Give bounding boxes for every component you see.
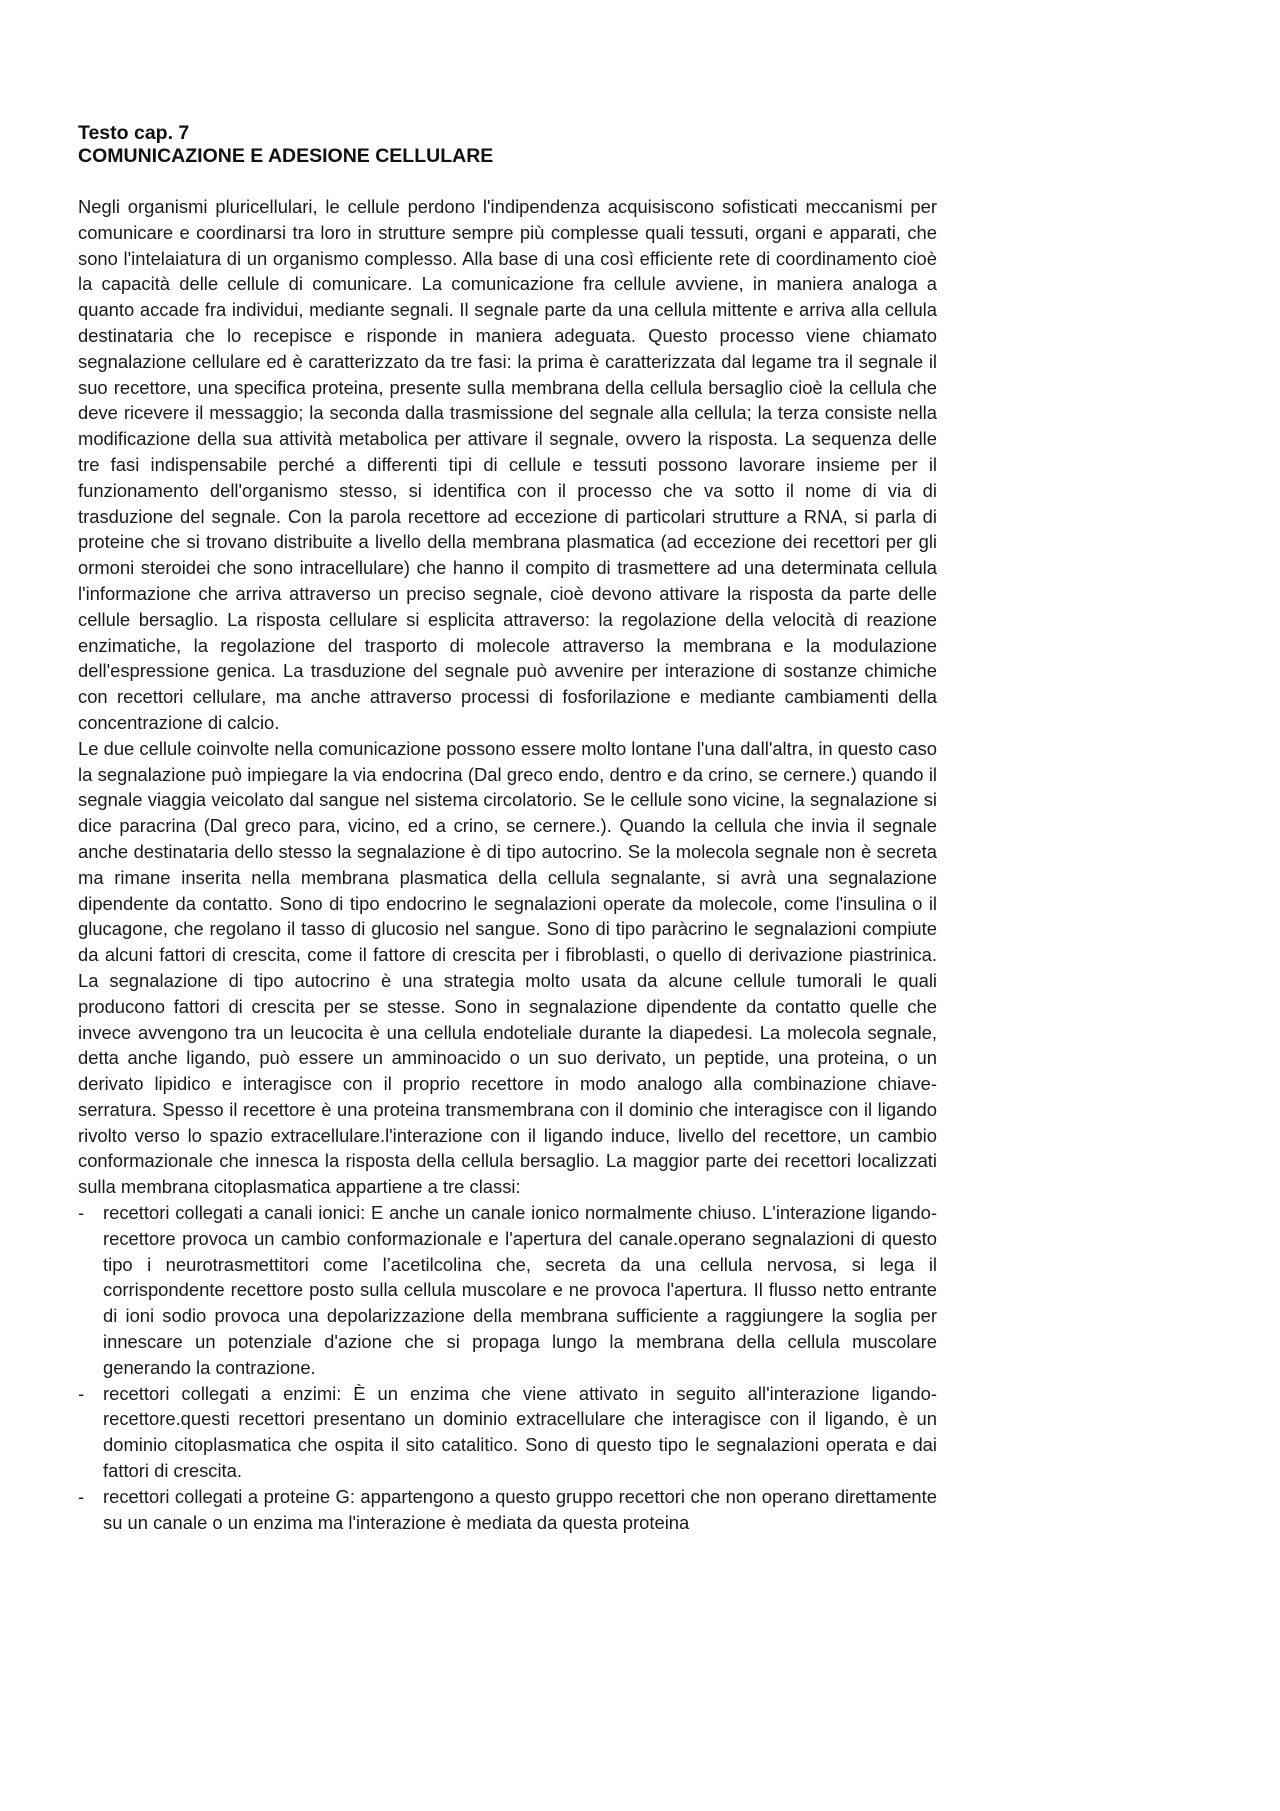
paragraph-intro: Negli organismi pluricellulari, le cellule perdono l'indipendenza acquisiscono sofisticati meccanismi per comunicare e coordinarsi tra loro in strutture sempre più complesse quali tessuti, organi e apparati, che sono l'intelaiatura di un organismo complesso. Alla base di una così efficiente rete di coordinamento cioè la capacità delle cellule di comunicare. La comunicazione fra cellule avviene, in maniera analoga a quanto accade fra individui, mediante segnali. Il segnale parte da una cellula mittente e arriva alla cellula destinataria che lo recepisce e risponde in maniera adeguata. Questo processo viene chiamato segnalazione cellulare ed è caratterizzato da tre fasi: la prima è caratterizzata dal legame tra il segnale il suo recettore, una specifica proteina, presente sulla membrana della cellula bersaglio cioè la cellula che deve ricevere il messaggio; la seconda dalla trasmissione del segnale alla cellula; la terza consiste nella modificazione della sua attività metabolica per attivare il segnale, ovvero la risposta. La sequenza delle tre fasi indispensabile perché a differenti tipi di cellule e tessuti possono lavorare insieme per il funzionamento dell'organismo stesso, si identifica con il processo che va sotto il nome di via di trasduzione del segnale. Con la parola recettore ad eccezione di particolari strutture a RNA, si parla di proteine che si trovano distribuite a livello della membrana plasmatica (ad eccezione dei recettori per gli ormoni steroidei che sono intracellulare) che hanno il compito di trasmettere ad una determinata cellula l'informazione che arriva attraverso un preciso segnale, cioè devono attivare la risposta da parte delle cellule bersaglio. La risposta cellulare si esplicita attraverso: la regolazione della velocità di reazione enzimatiche, la regolazione del trasporto di molecole attraverso la membrana e la modulazione dell'espressione genica. La trasduzione del segnale può avvenire per interazione di sostanze chimiche con recettori cellulare, ma anche attraverso processi di fosforilazione e mediante cambiamenti della concentrazione di calcio.: [78, 196, 937, 733]
list-item: [78, 1200, 937, 1381]
bullet-dash: -: [78, 1202, 85, 1224]
bullet-dash: -: [78, 1382, 85, 1404]
paragraph-signaling-types: Le due cellule coinvolte nella comunicazione possono essere molto lontane l'una dall'altra, in questo caso la segnalazione può impiegare la via endocrina (Dal greco endo, dentro e da crino, se cernere.) quando il segnale viaggia veicolato dal sangue nel sistema circolatorio. Se le cellule sono vicine, la segnalazione si dice paracrina (Dal greco para, vicino, ed a crino, se cernere.). Quando la cellula che invia il segnale anche destinataria dello stesso la segnalazione è di tipo autocrino. Se la molecola segnale non è secreta ma rimane inserita nella membrana plasmatica della cellula segnalante, si avrà una segnalazione dipendente da contatto. Sono di tipo endocrino le segnalazioni operate da molecole, come l'insulina o il glucagone, che regolano il tasso di glucosio nel sangue. Sono di tipo paràcrino le segnalazioni compiute da alcuni fattori di crescita, come il fattore di crescita per i fibroblasti, o quello di derivazione piastrinica. La segnalazione di tipo autocrino è una strategia molto usata da alcune cellule tumorali le quali producono fattori di crescita per se stesse. Sono in segnalazione dipendente da contatto quelle che invece avvengono tra un leucocita è una cellula endoteliale durante la diapedesi. La molecola segnale, detta anche ligando, può essere un amminoacido o un suo derivato, un peptide, una proteina, o un derivato lipidico e interagisce con il proprio recettore in modo analogo alla combinazione chiave-serratura. Spesso il recettore è una proteina transmembrana con il dominio che interagisce con il ligando rivolto verso lo spazio extracellulare.l'interazione con il ligando induce, livello del recettore, un cambio conformazionale che innesca la risposta della cellula bersaglio. La maggior parte dei recettori localizzati sulla membrana citoplasmatica appartiene a tre classi:: [78, 737, 937, 1198]
list-item: [78, 1484, 937, 1536]
list-item: [78, 1381, 937, 1484]
receptor-class-list: [78, 1200, 937, 1535]
chapter-label: Testo cap. 7: [78, 122, 190, 144]
list-item-text: recettori collegati a proteine G: appartengono a questo gruppo recettori che non operano direttamente su un canale o un enzima ma l'interazione è mediata da questa proteina: [103, 1485, 937, 1533]
heading-spacer: [78, 168, 937, 194]
chapter-title: COMUNICAZIONE E ADESIONE CELLULARE: [78, 145, 494, 167]
document-page: [78, 122, 937, 1535]
list-item-text: recettori collegati a canali ionici: E anche un canale ionico normalmente chiuso. L'interazione ligando-recettore provoca un cambio conformazionale e l'apertura del canale.operano segnalazioni di questo tipo i neurotrasmettitori come l’acetilcolina che, secreta da una cellula nervosa, si lega il corrispondente recettore posto sulla cellula muscolare e ne provoca l'apertura. Il flusso netto entrante di ioni sodio provoca una depolarizzazione della membrana sufficiente a raggiungere la soglia per innescare un potenziale d'azione che si propaga lungo la membrana della cellula muscolare generando la contrazione.: [103, 1202, 937, 1378]
list-item-text: recettori collegati a enzimi: È un enzima che viene attivato in seguito all'interazione ligando-recettore.questi recettori presentano un dominio extracellulare che interagisce con il ligando, è un dominio citoplasmatica che ospita il sito catalitico. Sono di questo tipo le segnalazioni operata e dai fattori di crescita.: [103, 1382, 937, 1482]
bullet-dash: -: [78, 1485, 85, 1507]
